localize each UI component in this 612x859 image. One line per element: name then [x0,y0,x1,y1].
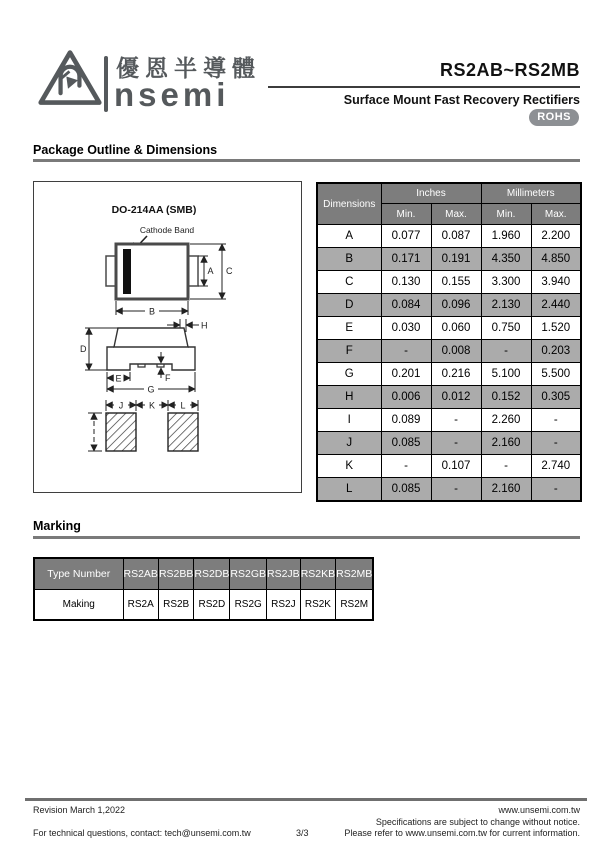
table-row [317,455,581,478]
marking-cell: RS2J [267,590,301,621]
dim-j-label: J [118,400,124,411]
cell: - [431,432,481,455]
footer-notice-line1: Specifications are subject to change without notice. [375,817,580,827]
dim-k-label: K [148,400,156,411]
page-number: 3/3 [296,828,309,838]
cell: 0.152 [481,386,531,409]
part-number-title: RS2AB~RS2MB [439,60,580,80]
col-header-inches: Inches [381,183,481,204]
package-leads-side-view [107,347,195,370]
table-row [317,386,581,409]
col-header-dimensions: Dimensions [317,183,381,225]
marking-table [33,557,374,621]
dim-d-label: D [80,344,87,354]
making-label: Making [34,590,123,621]
cell: 0.006 [381,386,431,409]
cell: 0.130 [381,271,431,294]
table-row [317,432,581,455]
type-cell: RS2MB [336,558,374,590]
dim-name: B [317,248,381,271]
diode-triangle-logo-icon [37,46,103,112]
cell: - [531,409,581,432]
cell: 0.203 [531,340,581,363]
dim-name: D [317,294,381,317]
cathode-band [123,249,131,294]
table-row [317,225,581,248]
dim-name: J [317,432,381,455]
dim-g-label: G [147,384,155,395]
company-logo-mark [37,46,103,117]
cell: 2.160 [481,478,531,502]
dim-name: K [317,455,381,478]
cell: 2.440 [531,294,581,317]
marking-cell: RS2B [158,590,193,621]
dim-name: L [317,478,381,502]
cell: 0.087 [431,225,481,248]
cell: - [381,455,431,478]
col-header-mm-min: Min. [481,204,531,225]
footer-rule [25,798,587,801]
cell: 1.520 [531,317,581,340]
dim-name: A [317,225,381,248]
header-rule [268,86,580,88]
cell: 3.940 [531,271,581,294]
cell: 5.500 [531,363,581,386]
package-body-side-view [114,328,188,347]
type-cell: RS2AB [123,558,158,590]
cell: 2.200 [531,225,581,248]
dim-name: F [317,340,381,363]
cell: 0.085 [381,478,431,502]
cell: 2.160 [481,432,531,455]
section-title-package: Package Outline & Dimensions [33,143,218,157]
col-header-in-max: Max. [431,204,481,225]
cell: 4.350 [481,248,531,271]
company-name-latin: nsemi [114,76,230,113]
table-row [317,271,581,294]
dim-a-label: A [207,266,214,276]
right-solder-pad [168,413,198,451]
col-header-in-min: Min. [381,204,431,225]
section-rule-package [33,159,580,162]
table-row [317,340,581,363]
col-header-mm-max: Max. [531,204,581,225]
dim-name: E [317,317,381,340]
cell: - [531,432,581,455]
section-rule-marking [33,536,580,539]
cell: 0.084 [381,294,431,317]
table-row [34,558,373,590]
cell: 0.030 [381,317,431,340]
package-outline-drawing [33,181,302,493]
cell: 0.750 [481,317,531,340]
dim-c-label: C [226,266,233,276]
footer-notice-line2: Please refer to www.unsemi.com.tw for current information. [344,828,580,838]
marking-cell: RS2D [194,590,230,621]
dim-h-label: H [201,320,208,331]
dim-l-label: L [180,400,186,411]
cell: 0.305 [531,386,581,409]
col-header-millimeters: Millimeters [481,183,581,204]
cell: 2.740 [531,455,581,478]
marking-cell: RS2M [336,590,374,621]
cell: 1.960 [481,225,531,248]
cell: 5.100 [481,363,531,386]
cell: 0.008 [431,340,481,363]
cell: 0.096 [431,294,481,317]
cell: 0.089 [381,409,431,432]
page-subtitle: Surface Mount Fast Recovery Rectifiers [343,93,580,107]
table-row [317,478,581,502]
cell: - [481,340,531,363]
company-name-chinese: 優恩半導體 [116,55,261,81]
cell: 0.085 [381,432,431,455]
type-number-header: Type Number [34,558,123,590]
cell: 2.130 [481,294,531,317]
cell: 2.260 [481,409,531,432]
cell: 0.171 [381,248,431,271]
table-row [317,363,581,386]
cell: 0.012 [431,386,481,409]
rohs-badge: ROHS [529,109,579,126]
website-link: www.unsemi.com.tw [498,805,580,815]
type-cell: RS2GB [230,558,267,590]
type-cell: RS2JB [267,558,301,590]
dim-name: G [317,363,381,386]
dim-b-label: B [148,306,156,317]
cell: 0.191 [431,248,481,271]
cathode-band-label: Cathode Band [139,225,195,235]
marking-cell: RS2A [123,590,158,621]
cell: 0.201 [381,363,431,386]
cell: - [431,409,481,432]
cell: 4.850 [531,248,581,271]
table-row [317,294,581,317]
cell: 0.155 [431,271,481,294]
table-row [34,590,373,621]
dim-f-label: F [165,373,171,383]
dim-name: I [317,409,381,432]
cell: - [431,478,481,502]
dim-e-label: E [115,373,122,384]
package-drawing-svg [34,182,299,490]
dimensions-table [316,182,582,502]
package-name-label: DO-214AA (SMB) [111,204,197,216]
cell: 0.107 [431,455,481,478]
contact-email-line: For technical questions, contact: tech@unsemi.com.tw [33,828,251,838]
type-cell: RS2KB [300,558,335,590]
marking-cell: RS2G [230,590,267,621]
cell: 0.216 [431,363,481,386]
marking-cell: RS2K [300,590,335,621]
revision-date: Revision March 1,2022 [33,805,126,815]
dim-name: H [317,386,381,409]
section-title-marking: Marking [33,519,81,533]
table-row [317,317,581,340]
left-solder-pad [106,413,136,451]
cell: - [531,478,581,502]
dim-name: C [317,271,381,294]
table-row [317,409,581,432]
type-cell: RS2DB [194,558,230,590]
table-row [317,248,581,271]
type-cell: RS2BB [158,558,193,590]
cell: - [481,455,531,478]
logo-divider [104,56,108,112]
cell: 0.077 [381,225,431,248]
cell: - [381,340,431,363]
cell: 0.060 [431,317,481,340]
cell: 3.300 [481,271,531,294]
